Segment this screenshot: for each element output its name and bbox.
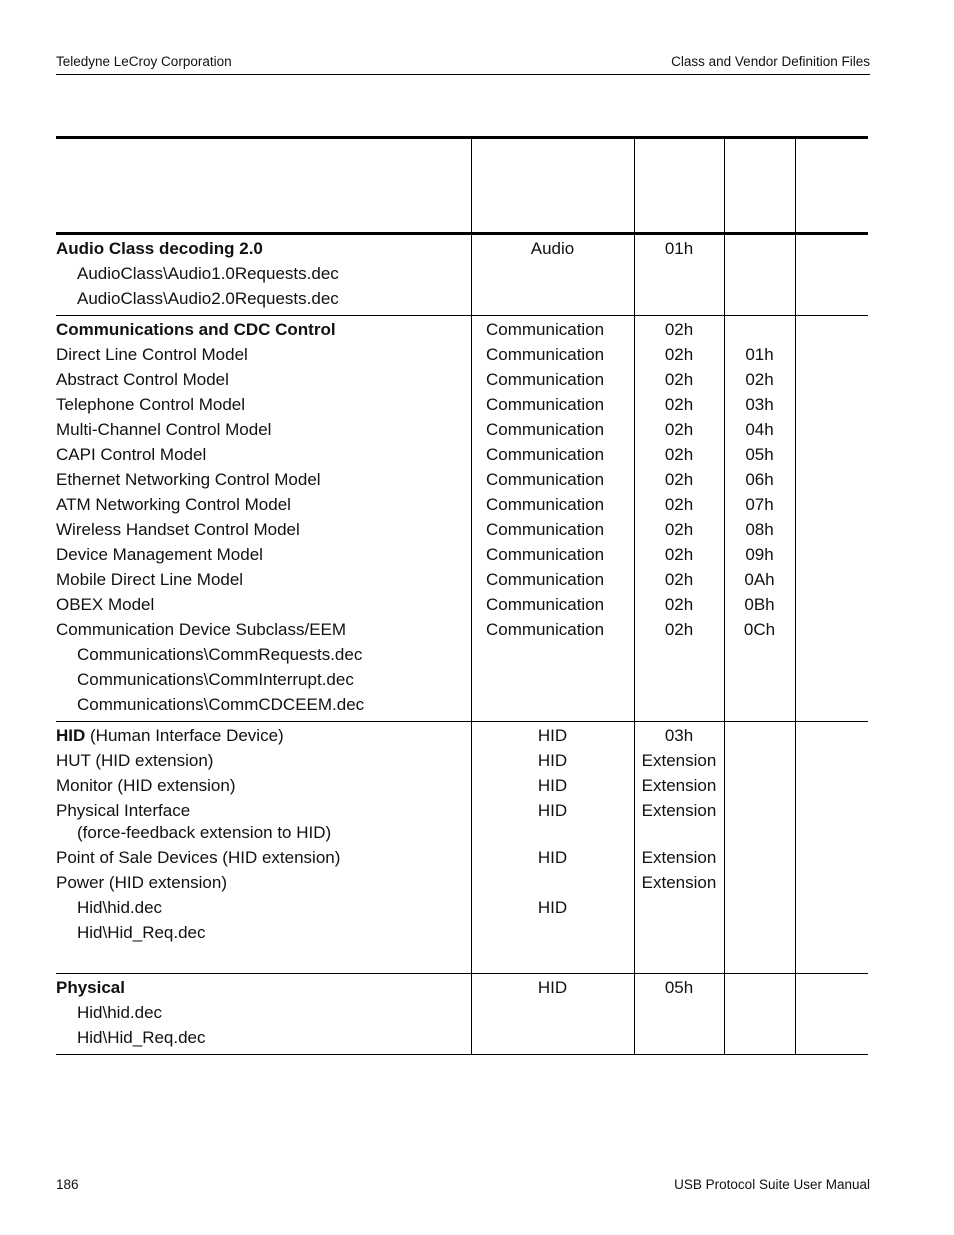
class-type-cell: Audio: [530, 239, 575, 258]
class-name-cell: Physical Interface: [56, 801, 191, 820]
table-row: [56, 417, 868, 442]
page-number: 186: [56, 1177, 79, 1192]
class-type-cell: Communication: [486, 520, 605, 539]
class-name-cell: Monitor (HID extension): [56, 776, 236, 795]
subclass-code-cell: 09h: [745, 545, 774, 564]
table-row: [56, 1000, 868, 1025]
class-type-cell: Communication: [486, 445, 605, 464]
class-name-cell: HUT (HID extension): [56, 751, 214, 770]
subclass-code-cell: 05h: [745, 445, 774, 464]
table-row: [56, 317, 868, 342]
class-code-cell: 02h: [664, 370, 694, 389]
table-row: [56, 748, 868, 773]
table-group: [56, 722, 868, 974]
header-section-title: Class and Vendor Definition Files: [671, 54, 870, 69]
class-name-bold: HID: [56, 726, 86, 745]
table-row: [56, 542, 868, 567]
class-name-cell: CAPI Control Model: [56, 445, 207, 464]
class-code-cell: 02h: [664, 470, 694, 489]
class-name-cell: Hid\Hid_Req.dec: [77, 1028, 206, 1047]
table-row: [56, 1025, 868, 1050]
table-group: [56, 235, 868, 316]
class-name-cell: Wireless Handset Control Model: [56, 520, 300, 539]
class-name-cell: Hid\hid.dec: [77, 898, 163, 917]
class-name-cell: Telephone Control Model: [56, 395, 246, 414]
class-name-cell: Power (HID extension): [56, 873, 228, 892]
class-code-cell: 05h: [664, 978, 694, 997]
class-name-cell: Direct Line Control Model: [56, 345, 248, 364]
class-type-cell: Communication: [486, 370, 605, 389]
table-row: [56, 723, 868, 748]
class-code-cell: Extension: [641, 801, 717, 820]
class-name-suffix: (Human Interface Device): [85, 726, 284, 745]
subclass-code-cell: 0Bh: [744, 595, 775, 614]
class-code-cell: 02h: [664, 545, 694, 564]
subclass-code-cell: 03h: [745, 395, 774, 414]
subclass-code-cell: 01h: [745, 345, 774, 364]
class-code-cell: 02h: [664, 445, 694, 464]
class-name-cell: Physical: [56, 978, 125, 997]
table-row: [56, 920, 868, 945]
table-header-row: [56, 139, 868, 235]
class-code-cell: 02h: [664, 520, 694, 539]
class-code-cell: 02h: [664, 320, 694, 339]
class-name-cell: Abstract Control Model: [56, 370, 229, 389]
class-type-cell: HID: [537, 751, 568, 770]
class-code-cell: 02h: [664, 570, 694, 589]
class-name-cell: Communications\CommRequests.dec: [77, 645, 363, 664]
subclass-code-cell: 0Ch: [743, 620, 776, 639]
subclass-code-cell: 07h: [745, 495, 774, 514]
subclass-code-cell: 04h: [745, 420, 774, 439]
class-name-cell: Device Management Model: [56, 545, 263, 564]
class-type-cell: Communication: [486, 570, 605, 589]
class-type-cell: Communication: [486, 470, 605, 489]
table-group: [56, 974, 868, 1055]
class-name-cell: Ethernet Networking Control Model: [56, 470, 321, 489]
table-row: [56, 517, 868, 542]
class-code-cell: Extension: [641, 848, 717, 867]
subclass-code-cell: 06h: [745, 470, 774, 489]
class-type-cell: Communication: [486, 345, 605, 364]
class-name-cell: ATM Networking Control Model: [56, 495, 291, 514]
class-code-cell: 01h: [664, 239, 694, 258]
table-row: [56, 367, 868, 392]
table-row: [56, 342, 868, 367]
table-row: [56, 492, 868, 517]
table-row: [56, 845, 868, 870]
class-code-cell: 02h: [664, 395, 694, 414]
column-divider: [471, 139, 472, 232]
table-row: [56, 617, 868, 642]
table-row: [56, 667, 868, 692]
class-type-cell: HID: [537, 801, 568, 820]
class-type-cell: Communication: [486, 420, 605, 439]
class-code-cell: 02h: [664, 620, 694, 639]
table-row: [56, 692, 868, 717]
class-name-cell: Audio Class decoding 2.0: [56, 239, 263, 258]
class-name-cell: Communications\CommInterrupt.dec: [77, 670, 354, 689]
class-name-cell: Communications and CDC Control: [56, 320, 336, 339]
class-name-cell: Hid\Hid_Req.dec: [77, 923, 206, 942]
class-code-cell: 02h: [664, 495, 694, 514]
table-row: [56, 642, 868, 667]
class-name-cell: AudioClass\Audio2.0Requests.dec: [77, 289, 339, 308]
table-row: [56, 286, 868, 311]
class-type-cell: HID: [537, 726, 568, 745]
class-code-cell: Extension: [641, 873, 717, 892]
class-code-cell: 02h: [664, 595, 694, 614]
class-code-cell: 02h: [664, 420, 694, 439]
class-definition-table: [56, 136, 868, 1055]
class-name-cell: AudioClass\Audio1.0Requests.dec: [77, 264, 339, 283]
table-row: [56, 592, 868, 617]
table-group: [56, 316, 868, 722]
class-type-cell: HID: [537, 978, 568, 997]
class-name-cell: [56, 723, 284, 748]
table-row: [56, 467, 868, 492]
class-type-cell: Communication: [486, 395, 605, 414]
class-type-cell: HID: [537, 848, 568, 867]
class-type-cell: HID: [537, 898, 568, 917]
table-row: [56, 567, 868, 592]
class-code-cell: Extension: [641, 776, 717, 795]
table-row: [56, 975, 868, 1000]
subclass-code-cell: 02h: [745, 370, 774, 389]
class-type-cell: Communication: [486, 545, 605, 564]
subclass-code-cell: 0Ah: [744, 570, 775, 589]
table-row: [56, 820, 868, 845]
class-type-cell: Communication: [486, 595, 605, 614]
class-name-cell: Communications\CommCDCEEM.dec: [77, 695, 365, 714]
class-type-cell: HID: [537, 776, 568, 795]
class-code-cell: 03h: [664, 726, 694, 745]
table-row: [56, 895, 868, 920]
class-type-cell: Communication: [486, 495, 605, 514]
subclass-code-cell: 08h: [745, 520, 774, 539]
manual-title: USB Protocol Suite User Manual: [674, 1177, 870, 1192]
page-header: [56, 52, 870, 75]
class-type-cell: Communication: [486, 620, 605, 639]
class-code-cell: 02h: [664, 345, 694, 364]
column-divider: [634, 139, 635, 232]
table-row: [56, 392, 868, 417]
table-row: [56, 442, 868, 467]
class-name-cell: OBEX Model: [56, 595, 155, 614]
column-divider: [724, 139, 725, 232]
class-name-cell: Multi-Channel Control Model: [56, 420, 272, 439]
class-name-cell: Point of Sale Devices (HID extension): [56, 848, 341, 867]
class-name-cell: Communication Device Subclass/EEM: [56, 620, 347, 639]
table-row: [56, 236, 868, 261]
table-row: [56, 798, 868, 820]
table-body: [56, 235, 868, 1055]
class-code-cell: Extension: [641, 751, 717, 770]
table-row: [56, 261, 868, 286]
class-name-cell: Hid\hid.dec: [77, 1003, 163, 1022]
table-row: [56, 773, 868, 798]
class-name-cell: Mobile Direct Line Model: [56, 570, 244, 589]
table-row: [56, 870, 868, 895]
class-type-cell: Communication: [486, 320, 605, 339]
column-divider: [795, 139, 796, 232]
class-name-cell: (force-feedback extension to HID): [77, 823, 332, 842]
header-company: Teledyne LeCroy Corporation: [56, 54, 232, 69]
